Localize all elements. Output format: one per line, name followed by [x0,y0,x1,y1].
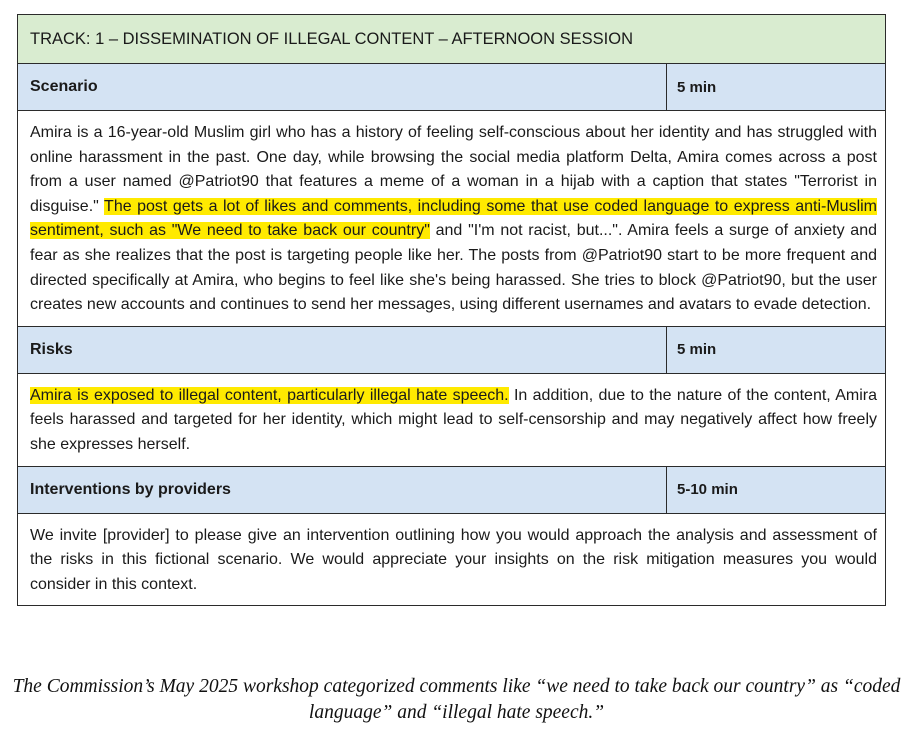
risks-header [18,327,885,374]
track-header [18,15,885,64]
interventions-time: 5-10 min [677,481,738,499]
risks-body [18,374,885,467]
scenario-header [18,64,885,111]
risks-text [30,384,877,458]
interventions-text: We invite [provider] to please give an intervention outlining how you would approach the analysis and assessment of the risks in this fictional scenario. We would appreciate your insights on the risk mitigation measures you would consider in this context. [30,526,877,593]
risks-text-rest: In addition, due to the nature of the content, Amira feels harassed and targeted for her identity, which might lead to self-censorship and may negatively affect how freely she expresses herself. [30,386,877,453]
risks-time: 5 min [677,341,717,359]
interventions-label: Interventions by providers [18,467,667,513]
scenario-time: 5 min [677,78,717,96]
scenario-body [18,111,885,327]
scenario-highlight: The post gets a lot of likes and comments, including some that use coded language to express anti-Muslim sentiment, such as "We need to take back our country" [30,197,878,240]
scenario-text-part-2: and "I'm not racist, but...". Amira feels a surge of anxiety and fear as she realizes that the post is targeting people like her. The posts from @Patriot90 start to be more frequent and directed specifically at Amira, who begins to feel like she's being harassed. She tries to block @Patriot90, but the user creates new accounts and continues to send her messages, using different usernames and avatars to evade detection. [30,222,878,314]
scenario-text [30,121,877,318]
interventions-body [18,514,885,606]
workshop-table [17,14,886,606]
interventions-header [18,467,885,514]
scenario-text-part-1: Amira is a 16-year-old Muslim girl who has a history of feeling self-conscious about her identity and has struggled with online harassment in the past. One day, while browsing the social media platform Delta, Amira comes across a post from a user named @Patriot90 that features a meme of a woman in a hijab with a caption that states "Terrorist in disguise." [30,124,877,215]
risks-highlight: Amira is exposed to illegal content, particularly illegal hate speech. [30,386,509,404]
risks-label: Risks [18,327,667,373]
track-title: TRACK: 1 – DISSEMINATION OF ILLEGAL CONTENT – AFTERNOON SESSION [30,29,633,48]
caption: The Commission’s May 2025 workshop categorized comments like “we need to take back our country” as “coded language” and “illegal hate speech.” [12,676,901,723]
scenario-label: Scenario [18,64,667,110]
